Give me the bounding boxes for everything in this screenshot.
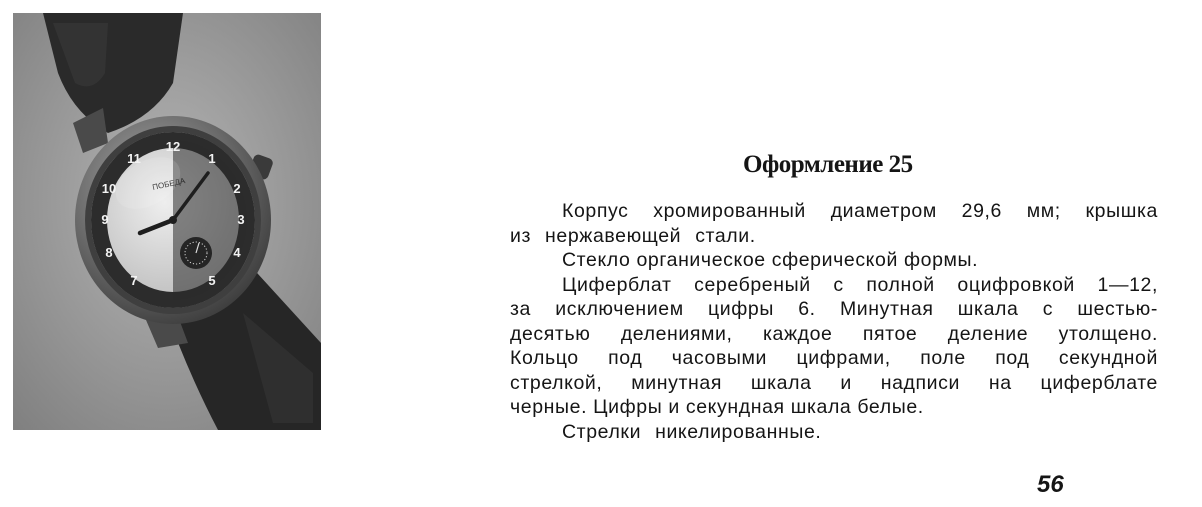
svg-text:8: 8 xyxy=(105,245,113,260)
svg-text:9: 9 xyxy=(101,212,109,227)
svg-text:7: 7 xyxy=(130,273,138,288)
section-heading: Оформление 25 xyxy=(743,151,913,178)
svg-text:4: 4 xyxy=(233,245,241,260)
text-line: из нержавеющей стали. xyxy=(510,224,756,247)
svg-text:5: 5 xyxy=(208,273,216,288)
svg-text:10: 10 xyxy=(101,181,117,196)
svg-text:2: 2 xyxy=(233,181,241,196)
svg-text:3: 3 xyxy=(237,212,245,227)
description-text xyxy=(510,199,1158,444)
svg-text:12: 12 xyxy=(165,139,181,154)
svg-text:11: 11 xyxy=(127,151,141,166)
svg-text:1: 1 xyxy=(208,151,216,166)
text-line: за исключением цифры 6. Минутная шкала с шестью- xyxy=(510,298,1158,320)
text-line: стрелкой, минутная шкала и надписи на циферблате xyxy=(510,371,1158,394)
text-line: Циферблат серебреный с полной оцифровкой 1—12, xyxy=(562,273,1158,296)
text-line: Стрелки никелированные. xyxy=(562,420,822,443)
watch-photo xyxy=(13,13,321,430)
text-line: десятью делениями, каждое пятое деление утолщено. xyxy=(510,322,1158,345)
text-line: черные. Цифры и секундная шкала белые. xyxy=(510,396,924,418)
page-number: 56 xyxy=(1037,471,1064,498)
dial-brand-text: ПОБЕДА xyxy=(151,176,187,192)
text-line: Кольцо под часовыми цифрами, поле под секундной xyxy=(510,347,1158,369)
text-line: Стекло органическое сферической формы. xyxy=(562,249,979,271)
wristwatch-photo-icon xyxy=(13,13,321,430)
text-line: Корпус хромированный диаметром 29,6 мм; крышка xyxy=(562,200,1158,222)
